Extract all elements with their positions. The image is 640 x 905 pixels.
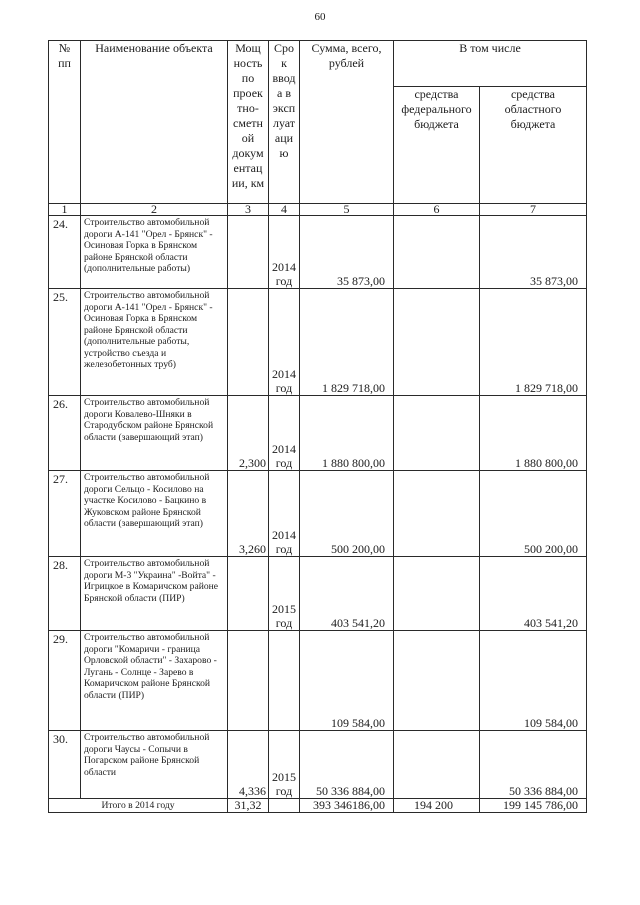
regional-cell: 500 200,00: [480, 471, 587, 557]
term-cell: 2014 год: [269, 289, 300, 396]
row-number: 27.: [49, 471, 81, 557]
header-capacity: Мощ ность по проек тно- сметн ой докум ентац ии, км: [228, 41, 269, 204]
sum-cell: 109 584,00: [300, 631, 394, 731]
term-cell: 2015 год: [269, 557, 300, 631]
capacity-cell: 2,300: [228, 396, 269, 471]
header-term: Сро к ввод а в эксп луат аци ю: [269, 41, 300, 204]
federal-cell: [394, 471, 480, 557]
sum-cell: 1 829 718,00: [300, 289, 394, 396]
column-number: 7: [480, 204, 587, 216]
header-including: В том числе: [394, 41, 587, 87]
column-number-row: [49, 204, 587, 216]
sum-cell: 500 200,00: [300, 471, 394, 557]
term-cell: 2014 год: [269, 216, 300, 289]
total-term: [269, 799, 300, 813]
total-sum: 393 346186,00: [300, 799, 394, 813]
object-name: Строительство автомобильной дороги Ковалево-Шняки в Стародубском районе Брянской области (завершающий этап): [81, 396, 228, 471]
object-name: Строительство автомобильной дороги Сельцо - Косилово на участке Косилово - Бацкино в Жуковском районе Брянской области (завершающий этап): [81, 471, 228, 557]
investment-table: [48, 40, 587, 813]
sum-cell: 35 873,00: [300, 216, 394, 289]
total-regional: 199 145 786,00: [480, 799, 587, 813]
object-name: Строительство автомобильной дороги "Комаричи - граница Орловской области" - Захарово - Лугань - Солнце - Зарево в Комаричском районе Брянской области (ПИР): [81, 631, 228, 731]
federal-cell: [394, 216, 480, 289]
column-number: 6: [394, 204, 480, 216]
table-row: [49, 396, 587, 471]
term-cell: 2014 год: [269, 396, 300, 471]
sum-cell: 403 541,20: [300, 557, 394, 631]
capacity-cell: [228, 557, 269, 631]
header-no: № пп: [49, 41, 81, 204]
capacity-cell: 3,260: [228, 471, 269, 557]
term-cell: 2015 год: [269, 731, 300, 799]
table-row: [49, 557, 587, 631]
header-regional: средства областного бюджета: [480, 87, 587, 204]
object-name: Строительство автомобильной дороги М-3 "Украина" -Войта" - Игрицкое в Комаричском районе Брянской области (ПИР): [81, 557, 228, 631]
regional-cell: 50 336 884,00: [480, 731, 587, 799]
object-name: Строительство автомобильной дороги А-141 "Орел - Брянск" - Осиновая Горка в Брянском районе Брянской области (дополнительные работы, устройство съезда и железобетонных труб): [81, 289, 228, 396]
column-number: 5: [300, 204, 394, 216]
sum-cell: 50 336 884,00: [300, 731, 394, 799]
term-cell: [269, 631, 300, 731]
column-number: 2: [81, 204, 228, 216]
header-name: Наименование объекта: [81, 41, 228, 204]
federal-cell: [394, 289, 480, 396]
capacity-cell: [228, 289, 269, 396]
table-row: [49, 216, 587, 289]
total-label: Итого в 2014 году: [49, 799, 228, 813]
header-row-top: [49, 41, 587, 87]
capacity-cell: 4,336: [228, 731, 269, 799]
page-number: 60: [314, 11, 326, 23]
federal-cell: [394, 631, 480, 731]
column-number: 4: [269, 204, 300, 216]
row-number: 29.: [49, 631, 81, 731]
row-number: 24.: [49, 216, 81, 289]
capacity-cell: [228, 216, 269, 289]
table-row: [49, 289, 587, 396]
regional-cell: 109 584,00: [480, 631, 587, 731]
federal-cell: [394, 731, 480, 799]
column-number: 3: [228, 204, 269, 216]
regional-cell: 35 873,00: [480, 216, 587, 289]
regional-cell: 403 541,20: [480, 557, 587, 631]
row-number: 30.: [49, 731, 81, 799]
total-capacity: 31,32: [228, 799, 269, 813]
table-row: [49, 471, 587, 557]
regional-cell: 1 880 800,00: [480, 396, 587, 471]
row-number: 25.: [49, 289, 81, 396]
total-row: [49, 799, 587, 813]
federal-cell: [394, 557, 480, 631]
column-number: 1: [49, 204, 81, 216]
object-name: Строительство автомобильной дороги Чаусы - Сопычи в Погарском районе Брянской области: [81, 731, 228, 799]
sum-cell: 1 880 800,00: [300, 396, 394, 471]
object-name: Строительство автомобильной дороги А-141 "Орел - Брянск" - Осиновая Горка в Брянском районе Брянской области (дополнительные работы): [81, 216, 228, 289]
row-number: 28.: [49, 557, 81, 631]
federal-cell: [394, 396, 480, 471]
header-federal: средства федерального бюджета: [394, 87, 480, 204]
regional-cell: 1 829 718,00: [480, 289, 587, 396]
term-cell: 2014 год: [269, 471, 300, 557]
total-federal: 194 200: [394, 799, 480, 813]
table-row: [49, 731, 587, 799]
header-sum: Сумма, всего, рублей: [300, 41, 394, 204]
row-number: 26.: [49, 396, 81, 471]
table-row: [49, 631, 587, 731]
capacity-cell: [228, 631, 269, 731]
